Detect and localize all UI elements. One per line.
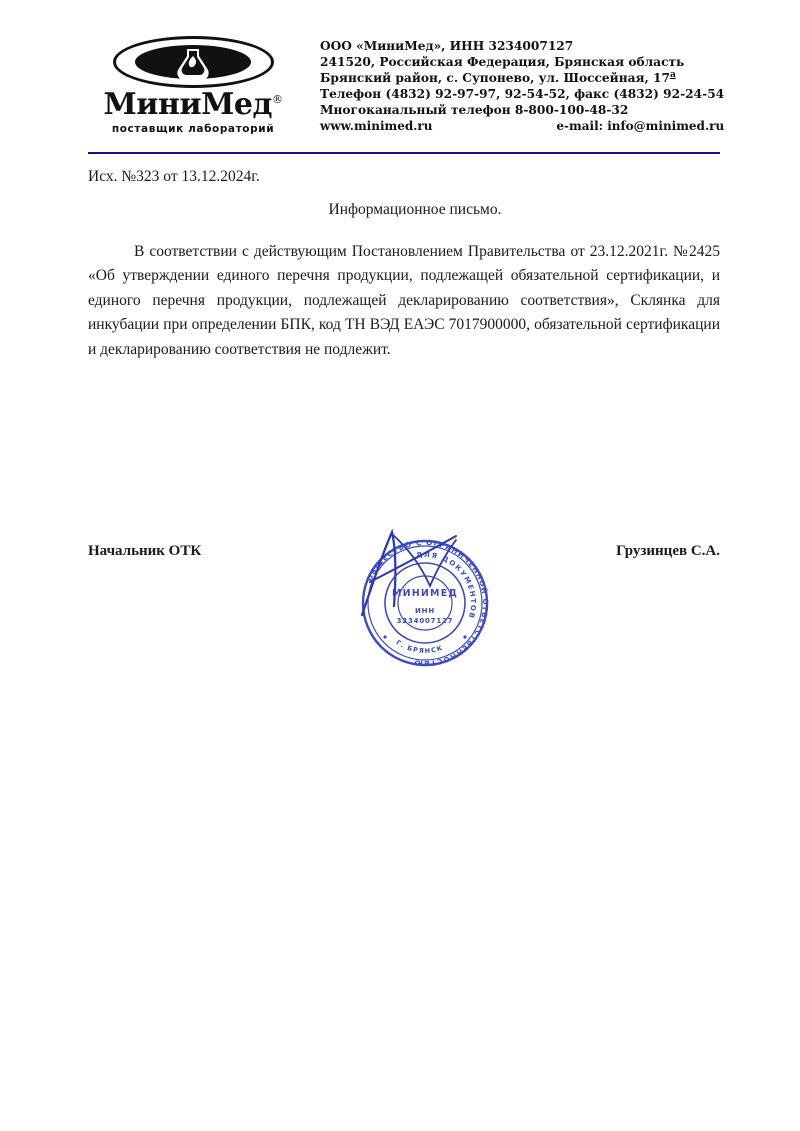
company-phone-line: Телефон (4832) 92-97-97, 92-54-52, факс (4832) 92-24-54 <box>320 87 725 102</box>
document-body: В соответствии с действующим Постановлением Правительства от 23.12.2021г. №2425 «Об утверждении единого перечня продукции, подлежащей обязательной сертификации, и единого перечня продукции, подлежащей декларированию соответствия», Склянка для инкубации при определении БПК, код ТН ВЭД ЕАЭС 7017900000, обязательной сертификации и декларированию соответствия не подлежит. <box>88 243 720 358</box>
page-title: Информационное письмо. <box>328 201 502 218</box>
company-contacts <box>298 30 724 134</box>
registered-mark-icon: ® <box>271 93 283 106</box>
document-reference: Исх. №323 от 13.12.2024г. <box>88 168 260 185</box>
company-name-line: ООО «МиниМед», ИНН 3234007127 <box>320 39 574 53</box>
company-address-line-1: 241520, Российская Федерация, Брянская область <box>320 55 685 70</box>
company-web-row <box>320 119 724 135</box>
letterhead <box>88 30 725 152</box>
flask-in-oval-icon <box>113 36 274 88</box>
logo-wordmark-text: МиниМед <box>103 87 272 122</box>
company-email[interactable]: e-mail: info@minimed.ru <box>556 118 725 133</box>
company-address-line-2: Брянский район, с. Супонево, ул. Шоссейная, $17^а$ <box>320 70 676 86</box>
company-logo <box>88 30 298 135</box>
company-hotline-line: Многоканальный телефон 8-800-100-48-32 <box>320 103 629 118</box>
svg-text:МИНИМЕД: МИНИМЕД <box>391 588 459 599</box>
company-stamp <box>355 533 495 673</box>
svg-text:ИНН: ИНН <box>415 607 435 615</box>
svg-text:Г. БРЯНСК: Г. БРЯНСК <box>394 638 445 656</box>
svg-text:ОБЩЕСТВО С ОГРАНИЧЕННОЙ ОТВЕТС: ОБЩЕСТВО С ОГРАНИЧЕННОЙ ОТВЕТСТВЕННОСТЬЮ <box>364 537 491 669</box>
logo-wordmark <box>88 87 298 122</box>
signatory-position: Начальник ОТК <box>88 543 202 559</box>
svg-text:ДЛЯ ДОКУМЕНТОВ: ДЛЯ ДОКУМЕНТОВ <box>415 550 478 621</box>
logo-tagline: поставщик лабораторий <box>111 123 275 135</box>
signatory-name: Грузинцев С.А. <box>616 543 720 559</box>
letterhead-divider <box>88 152 720 154</box>
company-website[interactable]: www.minimed.ru <box>320 118 433 133</box>
svg-text:3234007127: 3234007127 <box>396 617 454 625</box>
address-superscript: а <box>669 70 676 81</box>
